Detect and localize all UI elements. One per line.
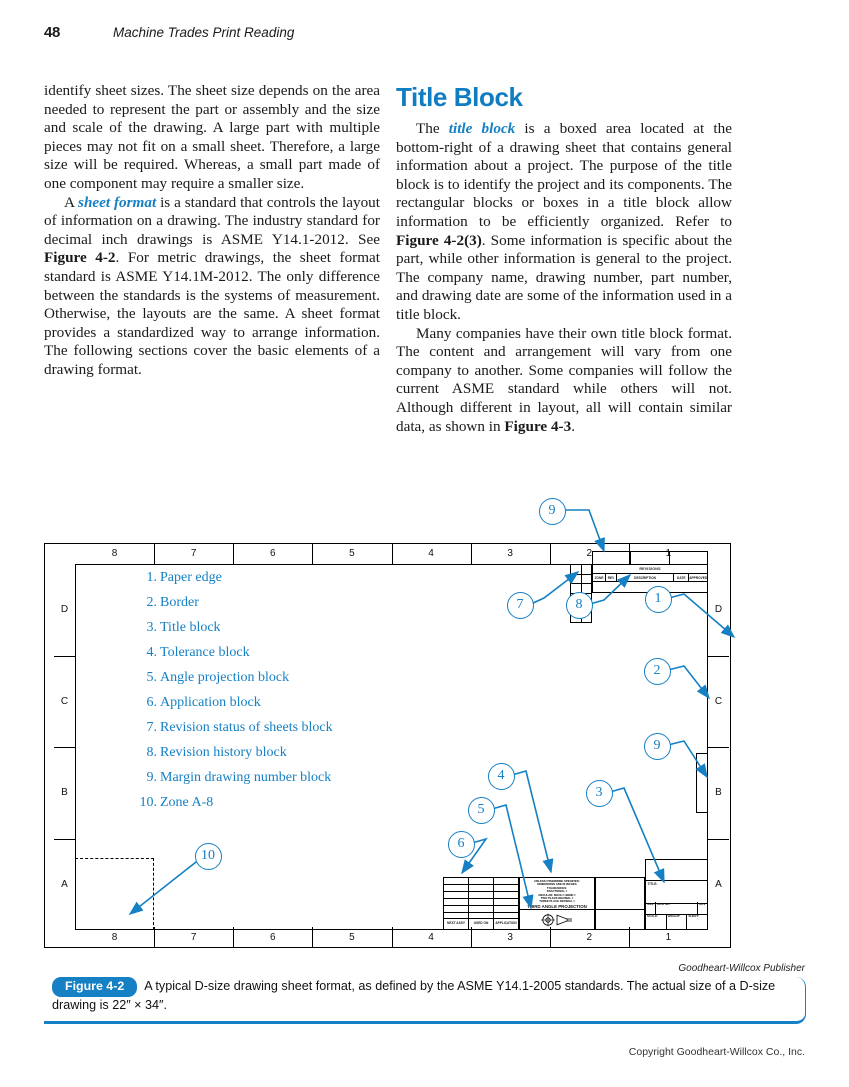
- callout-balloon-2[interactable]: 2: [644, 658, 671, 685]
- paragraph-mid: is a standard that controls the layout of information on a drawing. The industry standard for decimal inch drawings is ASME Y14.1-2012. See: [44, 193, 380, 248]
- title-label: TITLE:: [647, 882, 658, 886]
- rev-status-row: [571, 575, 591, 585]
- page-number: 48: [44, 24, 61, 41]
- dwg-no-label: DWG NO.: [656, 902, 698, 914]
- figure-credit: Goodheart-Willcox Publisher: [678, 963, 805, 974]
- tolerance-notes: [522, 880, 592, 904]
- sheet-label: SHEET:: [688, 914, 700, 918]
- term-sheet-format: sheet format: [78, 193, 157, 211]
- legend-number: 1.: [146, 570, 157, 585]
- legend-item: [138, 590, 408, 615]
- paragraph-lead: Many companies have their own title block format. The content and arrangement will vary from one company to another. Some companies will follow the current ASME standard while others will not. Although different in layout, all will contain similar data, as shown in: [396, 324, 732, 435]
- third-angle-projection-symbol: [540, 913, 574, 927]
- application-block: [443, 877, 519, 930]
- tolerance-line: UNLESS OTHERWISE SPECIFIED:: [534, 879, 580, 883]
- margin-number-segment: [593, 552, 631, 564]
- paragraph-sheet-format: [44, 194, 380, 380]
- body-column-left: [44, 82, 380, 380]
- application-label: APPLICATION: [495, 921, 517, 926]
- title-block-middle-panel: [595, 877, 645, 930]
- zone-number-cell: 1: [629, 927, 708, 948]
- application-next-assy-label: NEXT ASSY: [444, 919, 469, 929]
- figure-4-2: [44, 480, 805, 960]
- legend-label: Border: [160, 595, 199, 610]
- scale-label: SCALE:: [646, 914, 667, 929]
- figure-caption: [44, 977, 806, 1024]
- page-title: Title Block: [396, 82, 523, 112]
- application-footer: [444, 918, 518, 929]
- third-angle-projection-label: THIRD ANGLE PROJECTION: [527, 904, 587, 909]
- zone-letters-left: [54, 564, 75, 930]
- callout-balloon-1[interactable]: 1: [645, 586, 672, 613]
- tolerance-block: [519, 877, 595, 930]
- tolerance-line: TWO PLACE DECIMAL ±: [540, 896, 574, 901]
- tolerance-line: TOLERANCES:: [546, 885, 568, 890]
- revisions-header-row: [593, 574, 707, 582]
- zone-number-cell: 3: [471, 927, 550, 948]
- term-title-block: title block: [448, 120, 516, 137]
- caption-text-wrapper: [44, 977, 805, 1014]
- paragraph-company-formats: [396, 325, 732, 437]
- zone-number-cell: 3: [471, 543, 550, 564]
- legend-item: [138, 690, 408, 715]
- title-block-assembly: [443, 871, 708, 930]
- legend-label: Paper edge: [160, 570, 222, 585]
- margin-drawing-number-block-top: [592, 551, 708, 564]
- legend-item: [138, 790, 408, 815]
- callout-balloon-8[interactable]: 8: [566, 592, 593, 619]
- legend-label: Zone A-8: [160, 795, 214, 810]
- figure-reference-4-3: Figure 4-3: [504, 417, 572, 435]
- legend-number: 10.: [139, 795, 157, 810]
- paragraph-lead: The: [416, 120, 449, 137]
- zone-number-cell: 8: [111, 932, 118, 943]
- application-divider: [493, 878, 494, 919]
- paragraph-title-block-def: [396, 120, 732, 325]
- paragraph-tail: . Some information is specific about the part, while other information is general to the project. The company name, drawing number, part number, and drawing date are some of the information used in a title block.: [396, 231, 732, 323]
- zone-letter-cell: D: [60, 604, 69, 616]
- paragraph-tail: .: [571, 417, 575, 435]
- application-row: [444, 885, 518, 892]
- title-row: [646, 880, 707, 904]
- application-row: [444, 878, 518, 885]
- legend-item: [138, 715, 408, 740]
- zone-letter-cell: D: [714, 604, 723, 616]
- legend-label: Title block: [160, 620, 221, 635]
- legend-item: [138, 665, 408, 690]
- figure-reference-4-2: Figure 4-2: [44, 249, 116, 267]
- body-column-right: [396, 82, 732, 436]
- zone-number-cell: 6: [233, 927, 312, 948]
- legend-item: [138, 615, 408, 640]
- legend-item: [138, 740, 408, 765]
- revisions-header-approved: APPROVED: [689, 575, 707, 580]
- application-used-on-label: USED ON: [469, 919, 494, 929]
- title-block: [645, 859, 708, 930]
- title-block-footer-row: [646, 914, 707, 929]
- application-rows: [444, 878, 518, 919]
- book-title: Machine Trades Print Reading: [113, 25, 295, 40]
- callout-balloon-7[interactable]: 7: [507, 592, 534, 619]
- revisions-title: REVISIONS: [593, 565, 707, 574]
- zone-letter-cell: A: [54, 839, 75, 931]
- legend-number: 6.: [146, 695, 157, 710]
- zone-numbers-bottom: [75, 927, 708, 948]
- zone-a8-highlight: [75, 858, 154, 930]
- callout-balloon-4[interactable]: 4: [488, 763, 515, 790]
- footer-copyright: Copyright Goodheart-Willcox Co., Inc.: [628, 1046, 805, 1058]
- margin-number-segment: [670, 552, 707, 564]
- margin-drawing-number-block-right: [696, 753, 708, 813]
- legend-label: Revision history block: [160, 745, 287, 760]
- angle-projection-block: [520, 909, 594, 929]
- zone-number-cell: 4: [392, 543, 471, 564]
- paragraph-tail: . For metric drawings, the sheet format standard is ASME Y14.1M-2012. The only difference between the standards is the systems of measurement. Otherwise, the layouts are the same. A sheet format provides a standardized way to arrange information. The following sections cover the basic elements of a drawing format.: [44, 249, 380, 378]
- running-head: [44, 24, 744, 48]
- zone-letter-cell: C: [708, 656, 729, 748]
- zone-number-cell: 5: [312, 543, 391, 564]
- legend-number: 3.: [146, 620, 157, 635]
- zone-letter-cell: A: [708, 839, 729, 931]
- size-label: SIZE: [646, 902, 656, 914]
- margin-number-segment: [631, 552, 669, 564]
- revisions-header-zone: ZONE: [593, 574, 606, 581]
- zone-letter-cell: C: [54, 656, 75, 748]
- callout-balloon-9-top[interactable]: 9: [539, 498, 566, 525]
- application-row: [444, 906, 518, 913]
- weight-label: WEIGHT:: [667, 914, 688, 929]
- revisions-header-rev: REV: [606, 574, 617, 581]
- legend-number: 7.: [146, 720, 157, 735]
- revisions-header-date: DATE: [674, 574, 689, 581]
- callout-balloon-10[interactable]: 10: [195, 843, 222, 870]
- callout-balloon-3[interactable]: 3: [586, 780, 613, 807]
- figure-reference-4-2-3: Figure 4-2(3): [396, 231, 482, 249]
- legend-item: [138, 640, 408, 665]
- legend-number: 9.: [146, 770, 157, 785]
- zone-number-cell: 7: [154, 543, 233, 564]
- zone-number-cell: 7: [154, 927, 233, 948]
- tolerance-line: DIMENSIONS ARE IN INCHES: [537, 882, 577, 887]
- zone-letters-right: [708, 564, 729, 930]
- application-row: [444, 899, 518, 906]
- legend-number: 5.: [146, 670, 157, 685]
- caption-body: A typical D-size drawing sheet format, as defined by the ASME Y14.1-2005 standards. The actual size of a D-size drawing is 22″ × 34″.: [52, 979, 776, 1012]
- legend-label: Tolerance block: [160, 645, 250, 660]
- rev-label: REV: [699, 902, 706, 906]
- legend-number: 8.: [146, 745, 157, 760]
- zone-number-cell: 2: [550, 927, 629, 948]
- paragraph-mid: is a boxed area located at the bottom-right of a drawing sheet that contains general information about a project. The purpose of the title block is to identify the project and its components. The rectangular blocks or boxes in a title block allow information to be efficiently organized. Refer to: [396, 120, 732, 230]
- zone-number-cell: 8: [111, 548, 118, 559]
- zone-number-cell: 2: [550, 543, 629, 564]
- legend-item: [138, 565, 408, 590]
- zone-letter-cell: B: [708, 747, 729, 839]
- legend-item: [138, 765, 408, 790]
- zone-number-cell: 4: [392, 927, 471, 948]
- tolerance-line: THREE PLACE DECIMAL ±: [539, 899, 575, 904]
- zone-number-cell: 1: [629, 543, 708, 564]
- zone-number-cell: 5: [312, 927, 391, 948]
- tolerance-line: FRACTIONAL ±: [546, 889, 568, 894]
- callout-balloon-9-right[interactable]: 9: [644, 733, 671, 760]
- callout-balloon-6[interactable]: 6: [448, 831, 475, 858]
- legend-label: Angle projection block: [160, 670, 290, 685]
- middle-panel-divider: [596, 909, 644, 910]
- legend-label: Revision status of sheets block: [160, 720, 333, 735]
- legend-label: Application block: [160, 695, 261, 710]
- figure-legend: [138, 565, 408, 815]
- tolerance-line: ANGULAR: MACH ± BEND ±: [538, 892, 576, 897]
- revisions-header-description: DESCRIPTION: [617, 574, 674, 581]
- figure-number-badge: Figure 4-2: [52, 977, 137, 997]
- application-row: [444, 892, 518, 899]
- legend-number: 4.: [146, 645, 157, 660]
- application-divider: [468, 878, 469, 919]
- paragraph-sheet-sizes: identify sheet sizes. The sheet size depends on the area needed to represent the part or assembly and the size and scale of the drawing. A large part with multiple pieces may not fit on a small sheet. Therefore, a large size will be required. Whereas, a small part made of one component may require a smaller size.: [44, 82, 380, 192]
- legend-label: Margin drawing number block: [160, 770, 332, 785]
- zone-letter-cell: B: [54, 747, 75, 839]
- legend-number: 2.: [146, 595, 157, 610]
- callout-balloon-5[interactable]: 5: [468, 797, 495, 824]
- paragraph-lead: A: [64, 193, 79, 211]
- zone-number-cell: 6: [233, 543, 312, 564]
- rev-status-row: [571, 565, 591, 575]
